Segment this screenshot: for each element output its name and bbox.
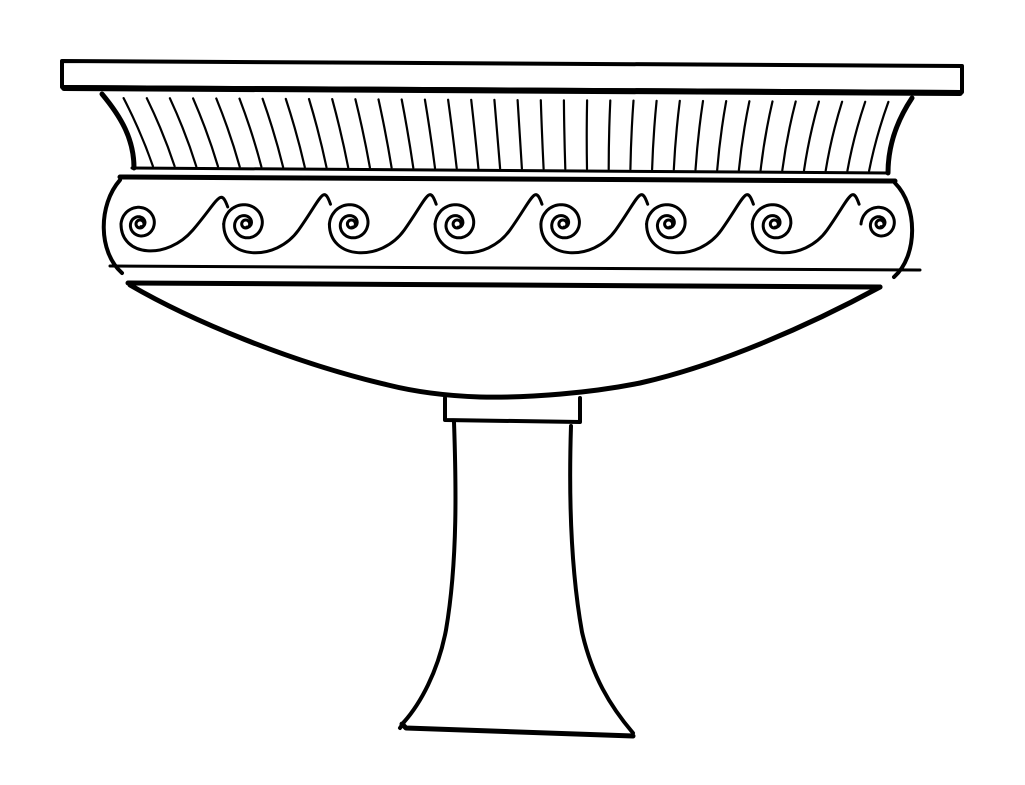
wave-spiral-eye (770, 220, 778, 228)
wave-connector (329, 195, 436, 253)
bowl-body (130, 285, 880, 397)
neck-flute-line (448, 100, 457, 168)
neck-flute-line (471, 100, 478, 169)
wave-spiral-eye (453, 220, 461, 228)
neck-flute-line (518, 100, 522, 169)
neck-flute-line (193, 98, 218, 166)
wave-spiral-eye (347, 220, 355, 228)
foot (400, 722, 633, 736)
wave-spiral-eye (136, 220, 144, 228)
neck-flute-line (564, 100, 565, 169)
spiral-frieze-band (104, 177, 920, 277)
neck-flutes (124, 98, 889, 171)
wave-connector (752, 195, 859, 253)
neck-flute-line (379, 99, 392, 167)
neck-flute-line (402, 100, 414, 168)
stem-collar (445, 398, 580, 422)
neck-flute-line (309, 99, 327, 167)
wave-connector (647, 195, 754, 253)
neck-flute-line (332, 99, 348, 167)
wave-spiral-eye (665, 220, 673, 228)
neck-flute-line (170, 98, 196, 166)
neck-flute-line (696, 101, 704, 170)
neck-flute-line (240, 99, 262, 167)
wave-connector (435, 195, 542, 253)
lower-band (128, 283, 880, 287)
neck-flute-line (869, 102, 888, 171)
wave-connector (541, 195, 648, 253)
neck-flute-line (739, 101, 750, 170)
wave-spiral-eye (559, 220, 567, 228)
neck-flute-line (826, 102, 842, 171)
neck-flute-line (782, 102, 795, 171)
neck-flute-line (804, 102, 819, 171)
neck-flute-line (541, 100, 544, 169)
neck-flute-line (674, 101, 680, 170)
neck-flute-line (717, 101, 726, 170)
neck-flute-line (494, 100, 500, 168)
fluted-neck (102, 94, 912, 173)
neck-flute-line (847, 102, 865, 171)
stem (404, 422, 633, 733)
neck-flute-line (286, 99, 305, 167)
neck-flute-line (355, 99, 370, 167)
neck-flute-line (425, 100, 435, 168)
wave-connector (224, 195, 331, 253)
wave-spiral-eye (242, 220, 250, 228)
neck-flute-line (630, 101, 633, 170)
wave-spiral-eye (876, 220, 884, 228)
neck-flute-line (609, 101, 611, 170)
neck-flute-line (652, 101, 657, 170)
neck-flute-line (263, 99, 284, 167)
neck-flute-line (147, 98, 175, 166)
rim-slab (62, 61, 962, 93)
running-spiral-wave (121, 195, 894, 253)
neck-flute-line (761, 101, 773, 170)
neck-flute-line (216, 99, 239, 167)
